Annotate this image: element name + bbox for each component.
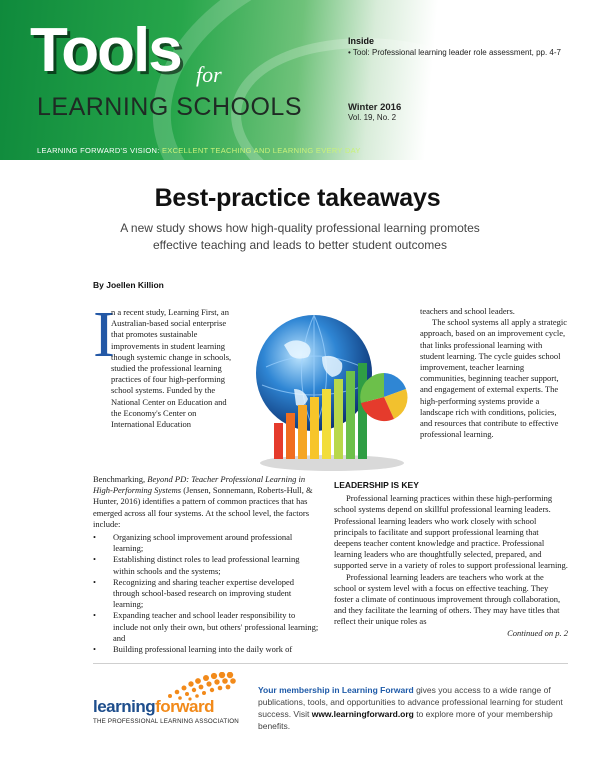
promo-url-link[interactable]: www.learningforward.org: [311, 709, 414, 719]
vision-statement: [37, 146, 361, 155]
section-heading: LEADERSHIP IS KEY: [334, 480, 419, 490]
inside-box: [348, 36, 568, 59]
article-byline: By Joellen Killion: [93, 280, 164, 290]
article-title: Best-practice takeaways: [154, 184, 441, 212]
benchmarking-text-b: (Jensen, Sonnemann, Roberts-Hull, & Hunter, 2016) identifies a pattern of common practices that has emerged across all four systems. At the school level, the factors include:: [93, 485, 313, 529]
benchmarking-paragraph: [93, 474, 321, 530]
right-column-bottom: [334, 480, 568, 639]
logo-learning: learning: [93, 697, 156, 716]
intro-paragraph: [93, 307, 233, 430]
left-column-continuation: [93, 474, 321, 655]
vision-text: EXCELLENT TEACHING AND LEARNING EVERY DAY: [161, 146, 361, 155]
intro-column: [93, 307, 233, 430]
benchmarking-text-a: Benchmarking,: [93, 474, 148, 484]
masthead-tools-title: Tools: [30, 16, 181, 85]
logo-forward: forward: [155, 697, 214, 716]
list-item: • Organizing school improvement around professional learning;: [93, 532, 321, 554]
list-item: • Expanding teacher and school leader responsibility to include not only their own, but others' professional learning; and: [93, 610, 321, 644]
intro-text: n a recent study, Learning First, an Australian-based social enterprise that promotes sustainable improvements in student learning though systemic change in schools, studied the professional learning practices of four high-performing school systems. Funded by the National Center on Education and the Economy's Center on International Education: [111, 307, 232, 430]
inside-title: Inside: [348, 36, 375, 46]
article-subtitle: A new study shows how high-quality professional learning promotes effective teaching and leads to better student outcomes: [120, 221, 480, 252]
issue-info: [348, 102, 401, 122]
continued-link[interactable]: Continued on p. 2: [507, 627, 568, 638]
inside-item[interactable]: • Tool: Professional learning leader role assessment, pp. 4-7: [348, 48, 561, 57]
factors-list: [93, 532, 321, 655]
issue-season: Winter 2016: [348, 102, 402, 113]
learning-forward-logo[interactable]: [93, 697, 214, 717]
leadership-paragraph-1: Professional learning practices within these high-performing school systems depend on skillful professional learning leaders. Professional learning leaders who work closely with school principals to facilitate and support professional learning that deepens teacher content knowledge and practice. Professional learning leaders who are thoughtfully selected, prepared, and supported serve in a variety of roles to support professional learning.: [334, 493, 568, 571]
list-item: • Establishing distinct roles to lead professional learning within schools and the systems;: [93, 554, 321, 576]
masthead-for-word: for: [196, 62, 222, 87]
promo-text-end: to explore more of your membership benefits.: [258, 709, 553, 731]
masthead-banner: [0, 0, 595, 160]
col-b-paragraph: The school systems all apply a strategic approach, based on an improvement cycle, that links professional learning with student learning. The cycle guides school improvement, teacher learning communities, beginning teacher support, and engagement of external experts. The high-performing systems provide a landscape rich with conditions, policies, and resources that contribute to effective professional learning.: [420, 317, 568, 440]
leadership-paragraph-2: Professional learning leaders are teachers who work at the school or system level with a focus on effective teaching. They foster a climate of continuous improvement through collaboration, and they facilitate the learning of others. They may have titles that reflect their unique roles as: [334, 571, 561, 627]
membership-promo: [258, 684, 563, 732]
logo-tagline: THE PROFESSIONAL LEARNING ASSOCIATION: [93, 718, 239, 725]
masthead-learning-schools: LEARNING SCHOOLS: [37, 93, 303, 121]
footer-divider: [93, 663, 568, 664]
list-item: • Recognizing and sharing teacher expertise developed through school-based research on improving student learning;: [93, 577, 321, 611]
vision-label: LEARNING FORWARD'S VISION:: [37, 146, 162, 155]
promo-text: gives you access to a wide range of publications, tools, and opportunities to advance professional learning for student success. Visit: [258, 685, 563, 719]
right-column-top: [420, 306, 568, 440]
drop-cap: I: [93, 298, 115, 371]
issue-volume: Vol. 19, No. 2: [348, 113, 397, 122]
report-title: Beyond PD: Teacher Professional Learning in High-Performing Systems: [93, 474, 306, 496]
globe-bar-chart-icon: [244, 305, 414, 475]
col-b-lead: teachers and school leaders.: [420, 306, 515, 316]
promo-lead: Your membership in Learning Forward: [258, 685, 414, 695]
list-item: • Building professional learning into the daily work of: [93, 644, 321, 655]
